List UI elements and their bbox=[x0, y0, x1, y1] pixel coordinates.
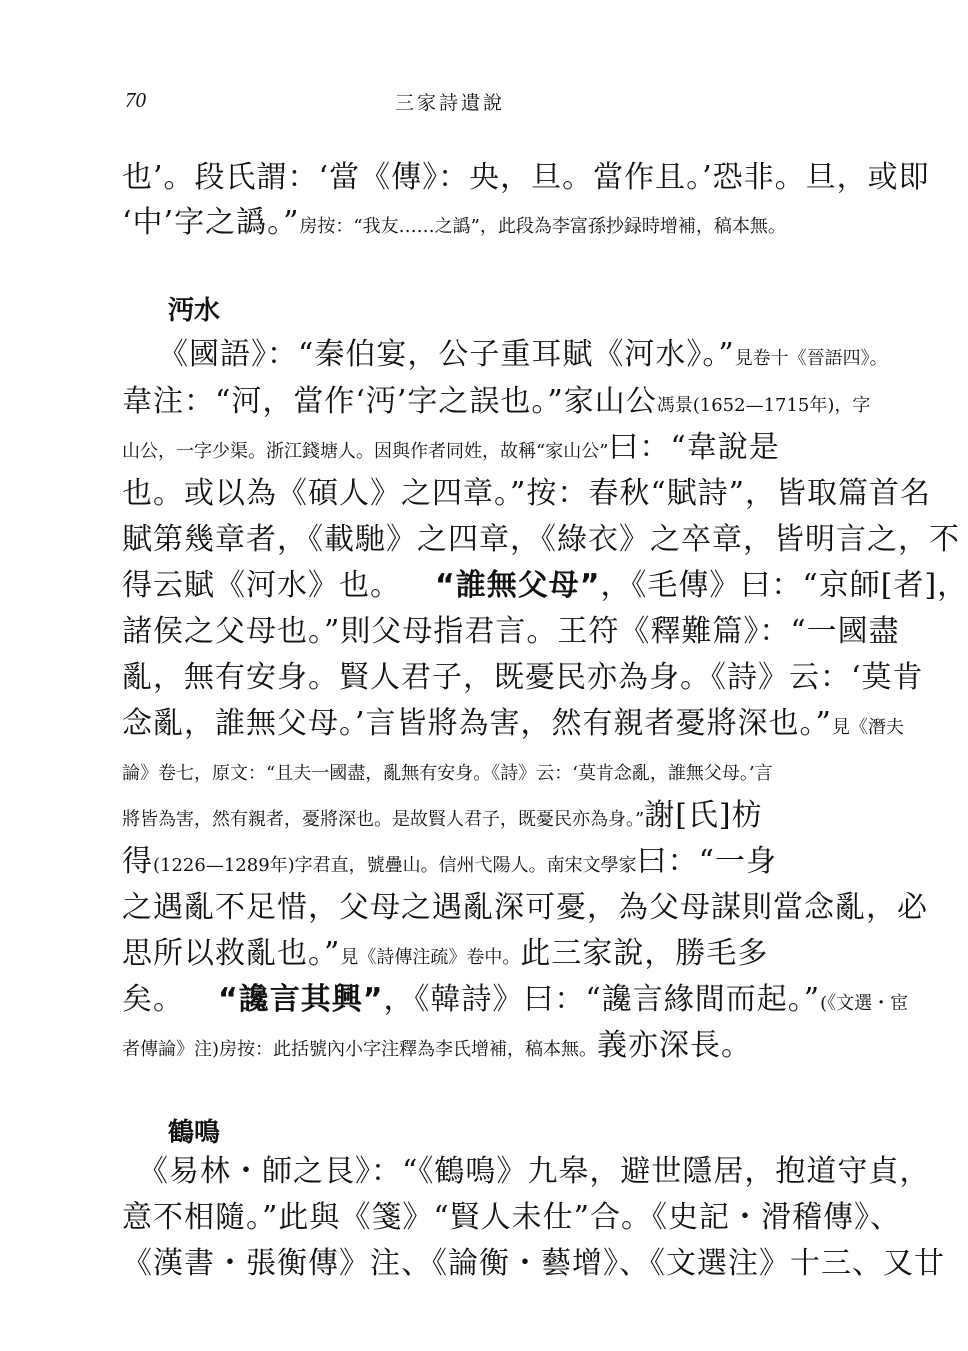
text-line: 思所以救亂也。”見《詩傳注疏》卷中。此三家說，勝毛多 bbox=[122, 936, 769, 971]
text-line: 《易林・師之艮》：“《鶴鳴》九皋，避世隱居，抱道守貞， bbox=[138, 1154, 931, 1189]
running-title: 三家詩遺說 bbox=[394, 92, 505, 114]
page-number: 70 bbox=[125, 88, 146, 112]
text-line: 諸侯之父母也。”則父母指君言。王符《釋難篇》：“一國盡 bbox=[122, 614, 900, 649]
text-line: 賦第幾章者，《載馳》之四章，《綠衣》之卒章，皆明言之，不 bbox=[122, 522, 960, 557]
page-header bbox=[0, 88, 900, 118]
text-line: 矣。 “讒言其興”，《韓詩》曰：“讒言緣間而起。”(《文選・宦 bbox=[122, 982, 909, 1017]
text-line: 將皆為害，然有親者，憂將深也。是故賢人君子，既憂民亦為身。”謝[氏]枋 bbox=[122, 798, 763, 833]
text-line: 者傳論》注)房按：此括號內小字注釋為李氏增補，稿本無。義亦深長。 bbox=[122, 1028, 753, 1063]
text-line: 得云賦《河水》也。 “誰無父母”，《毛傳》曰：“京師[者]， bbox=[122, 568, 968, 603]
text-line: 之遇亂不足惜，父母之遇亂深可憂，為父母謀則當念亂，必 bbox=[122, 890, 928, 925]
text-line: 得(1226—1289年)字君直，號疊山。信州弋陽人。南宋文學家曰：“一身 bbox=[122, 844, 778, 879]
text-line: ‘中’字之譌。”房按：“我友……之譌”，此段為李富孫抄録時增補，稿本無。 bbox=[122, 205, 786, 240]
text-line: 念亂，誰無父母。’言皆將為害，然有親者憂將深也。”見《潛夫 bbox=[122, 706, 904, 741]
text-line: 《漢書・張衡傳》注、《論衡・藝增》、《文選注》十三、又廿 bbox=[122, 1246, 945, 1281]
text-line: 也。或以為《碩人》之四章。”按：春秋“賦詩”，皆取篇首名 bbox=[122, 476, 932, 511]
text-line: 意不相隨。”此與《箋》“賢人未仕”合。《史記・滑稽傳》、 bbox=[122, 1200, 902, 1235]
text-line: 山公，一字少渠。浙江錢塘人。因與作者同姓，故稱“家山公”曰：“韋說是 bbox=[122, 430, 780, 465]
text-line: 也’。段氏謂：‘當《傳》：央，旦。當作且。’恐非。旦，或即 bbox=[122, 160, 930, 195]
section-heading: 鶴鳴 bbox=[168, 1118, 221, 1148]
text-line: 亂，無有安身。賢人君子，既憂民亦為身。《詩》云：‘莫肯 bbox=[122, 660, 924, 695]
text-line: 韋注：“河，當作‘沔’字之誤也。”家山公馮景(1652—1715年)，字 bbox=[122, 384, 871, 419]
text-line: 論》卷七，原文：“且夫一國盡，亂無有安身。《詩》云：‘莫肯念亂，誰無父母。’言 bbox=[122, 763, 773, 784]
text-line: 《國語》：“秦伯宴，公子重耳賦《河水》。”見卷十《晉語四》。 bbox=[158, 337, 888, 372]
section-heading: 沔水 bbox=[168, 296, 221, 326]
